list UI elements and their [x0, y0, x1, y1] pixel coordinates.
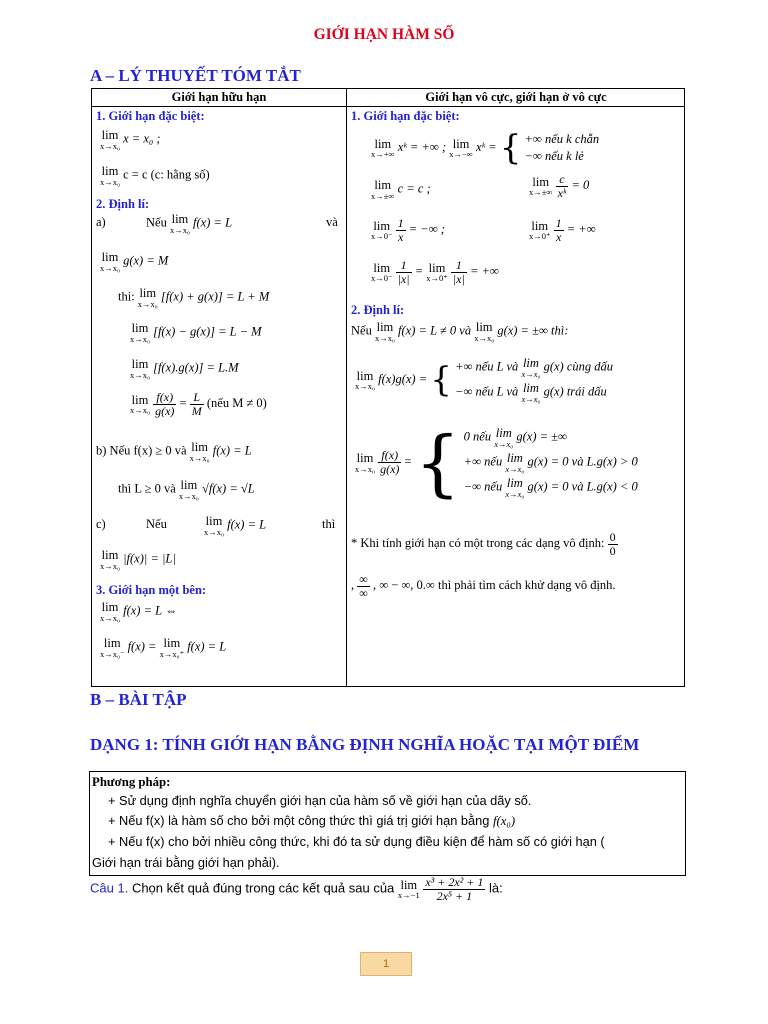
section-a-title: A – LÝ THUYẾT TÓM TẮT — [90, 66, 301, 85]
section-b-title: B – BÀI TẬP — [90, 690, 187, 709]
left-heading-onesided: 3. Giới hạn một bên: — [96, 583, 207, 597]
theorem-a-quot: lim x→x₀ $\frac{f(x)}{g(x)}$ = $\frac{L}{M}$ (nếu M ≠ 0) — [130, 390, 267, 418]
method-line-4: Giới hạn trái bằng giới hạn phải). — [92, 855, 280, 870]
theorem-b-result: thì L ≥ 0 và lim x→x₀ √f(x) = √L — [118, 478, 255, 501]
theory-table — [91, 88, 685, 687]
theorem-a-and: và — [326, 215, 338, 229]
indeterminate-note: * Khi tính giới hạn có một trong các dạng vô định: $\frac{0}{0}$ — [351, 530, 616, 558]
question-1-label: Câu 1. — [90, 880, 129, 896]
formula-lim-x: lim x→x₀ x = x₀ ; — [100, 128, 161, 151]
theorem-c-result: lim x→x₀ |f(x)| = |L| — [100, 548, 176, 571]
theorem-b: b) Nếu f(x) ≥ 0 và lim x→x₀ f(x) = L — [96, 440, 252, 463]
right-heading-theorem: 2. Định lí: — [351, 303, 405, 317]
formula-lim-1-over-x-right: lim x→0⁺ $\frac{1}{x}$ = +∞ — [529, 216, 596, 244]
method-line-3: + Nếu f(x) cho bởi nhiều công thức, khi đó ta sử dụng điều kiện để hàm số có giới hạn ( — [108, 834, 605, 849]
formula-lim-xk: lim x→+∞ xᵏ = +∞ ; lim x→−∞ xᵏ = { +∞ nếu k chẵn −∞ nếu k lẻ — [371, 128, 600, 168]
formula-lim-1-over-absx: lim x→0⁻ $\frac{1}{|x|}$ = lim x→0⁺ $\frac{1}{|x|}$ = +∞ — [371, 258, 499, 286]
formula-lim-1-over-x-left: lim x→0⁻ $\frac{1}{x}$ = −∞ ; — [371, 216, 445, 244]
theorem-right-product: lim x→x₀ f(x)g(x) = { +∞ nếu L và lim x→x₀ g(x) cùng dấu −∞ nếu L và lim x→x₀ g(x) trái dấu — [355, 356, 613, 404]
question-1-end: là: — [489, 880, 503, 896]
theorem-a-label: a) — [96, 215, 106, 229]
theorem-c-hyp: lim x→x₀ f(x) = L — [204, 514, 267, 537]
theorem-a-diff: lim x→x₀ [f(x) − g(x)] = L − M — [130, 321, 262, 344]
question-1 — [90, 876, 503, 902]
method-line-2: + Nếu f(x) là hàm số cho bởi một công thức thì giá trị giới hạn bằng f(x₀) — [108, 813, 516, 828]
theorem-a-sum: thi: lim x→x₀ [f(x) + g(x)] = L + M — [118, 286, 270, 309]
theorem-a-g: lim x→x₀ g(x) = M — [100, 250, 169, 273]
theorem-right-hyp: Nếu lim x→x₀ f(x) = L ≠ 0 và lim x→x₀ g(x) = ±∞ thì: — [351, 320, 569, 343]
formula-lim-c-inf: lim x→±∞ c = c ; — [371, 178, 431, 201]
formula-lim-c: lim x→x₀ c = c (c: hằng số) — [100, 164, 210, 187]
theorem-c-label: c) — [96, 517, 106, 531]
question-1-fraction: $\frac{\text{x³ + 2x² + 1}}{\text{2x⁵ + 1}}$ — [425, 875, 484, 903]
theorem-c-then: thì — [322, 517, 336, 531]
page-title: GIỚI HẠN HÀM SỐ — [313, 26, 455, 43]
theorem-a-hyp: Nếu lim x→x₀ f(x) = L — [146, 212, 233, 235]
right-heading-special: 1. Giới hạn đặc biệt: — [351, 109, 460, 123]
onesided-2: lim x→x₀⁻ f(x) = lim x→x₀⁺ f(x) = L — [100, 636, 227, 659]
col-header-right: Giới hạn vô cực, giới hạn ở vô cực — [425, 90, 607, 104]
page-number: 1 — [360, 952, 412, 976]
theorem-right-quotient: lim x→x₀ $\frac{f(x)}{g(x)}$ = { 0 nếu lim x→x₀ g(x) = ±∞ +∞ nếu lim x→x₀ g(x) = 0 và L.g(x) > 0 −∞ nếu lim x→x₀ g(x) = 0 và L.g(x) < 0 — [355, 420, 638, 505]
method-box — [89, 771, 686, 876]
left-heading-theorem: 2. Định lí: — [96, 197, 150, 211]
left-heading-special: 1. Giới hạn đặc biệt: — [96, 109, 205, 123]
method-line-1: + Sử dụng định nghĩa chuyển giới hạn của hàm số về giới hạn của dãy số. — [108, 793, 532, 808]
onesided-1: lim x→x₀ f(x) = L ⇔ — [100, 600, 178, 623]
indeterminate-note-2: , $\frac{\infty}{\infty}$ , ∞ − ∞, 0.∞ thì phải tìm cách khử dạng vô định. — [351, 572, 616, 600]
formula-lim-c-over-xk: lim x→±∞ $\frac{c}{\text{xᵏ}}$ = 0 — [529, 172, 590, 200]
question-1-lim: lim x→−1 — [397, 877, 420, 901]
theorem-c-nếu: Nếu — [146, 517, 167, 531]
dang1-title: DẠNG 1: TÍNH GIỚI HẠN BẰNG ĐỊNH NGHĨA HOẶC TẠI MỘT ĐIỂM — [90, 735, 640, 754]
question-1-text: Chọn kết quả đúng trong các kết quả sau của — [131, 880, 395, 896]
theorem-a-prod: lim x→x₀ [f(x).g(x)] = L.M — [130, 357, 239, 380]
method-title: Phương pháp: — [92, 775, 171, 789]
col-header-left: Giới hạn hữu hạn — [171, 90, 267, 104]
left-column — [96, 107, 344, 687]
right-column — [351, 107, 683, 687]
